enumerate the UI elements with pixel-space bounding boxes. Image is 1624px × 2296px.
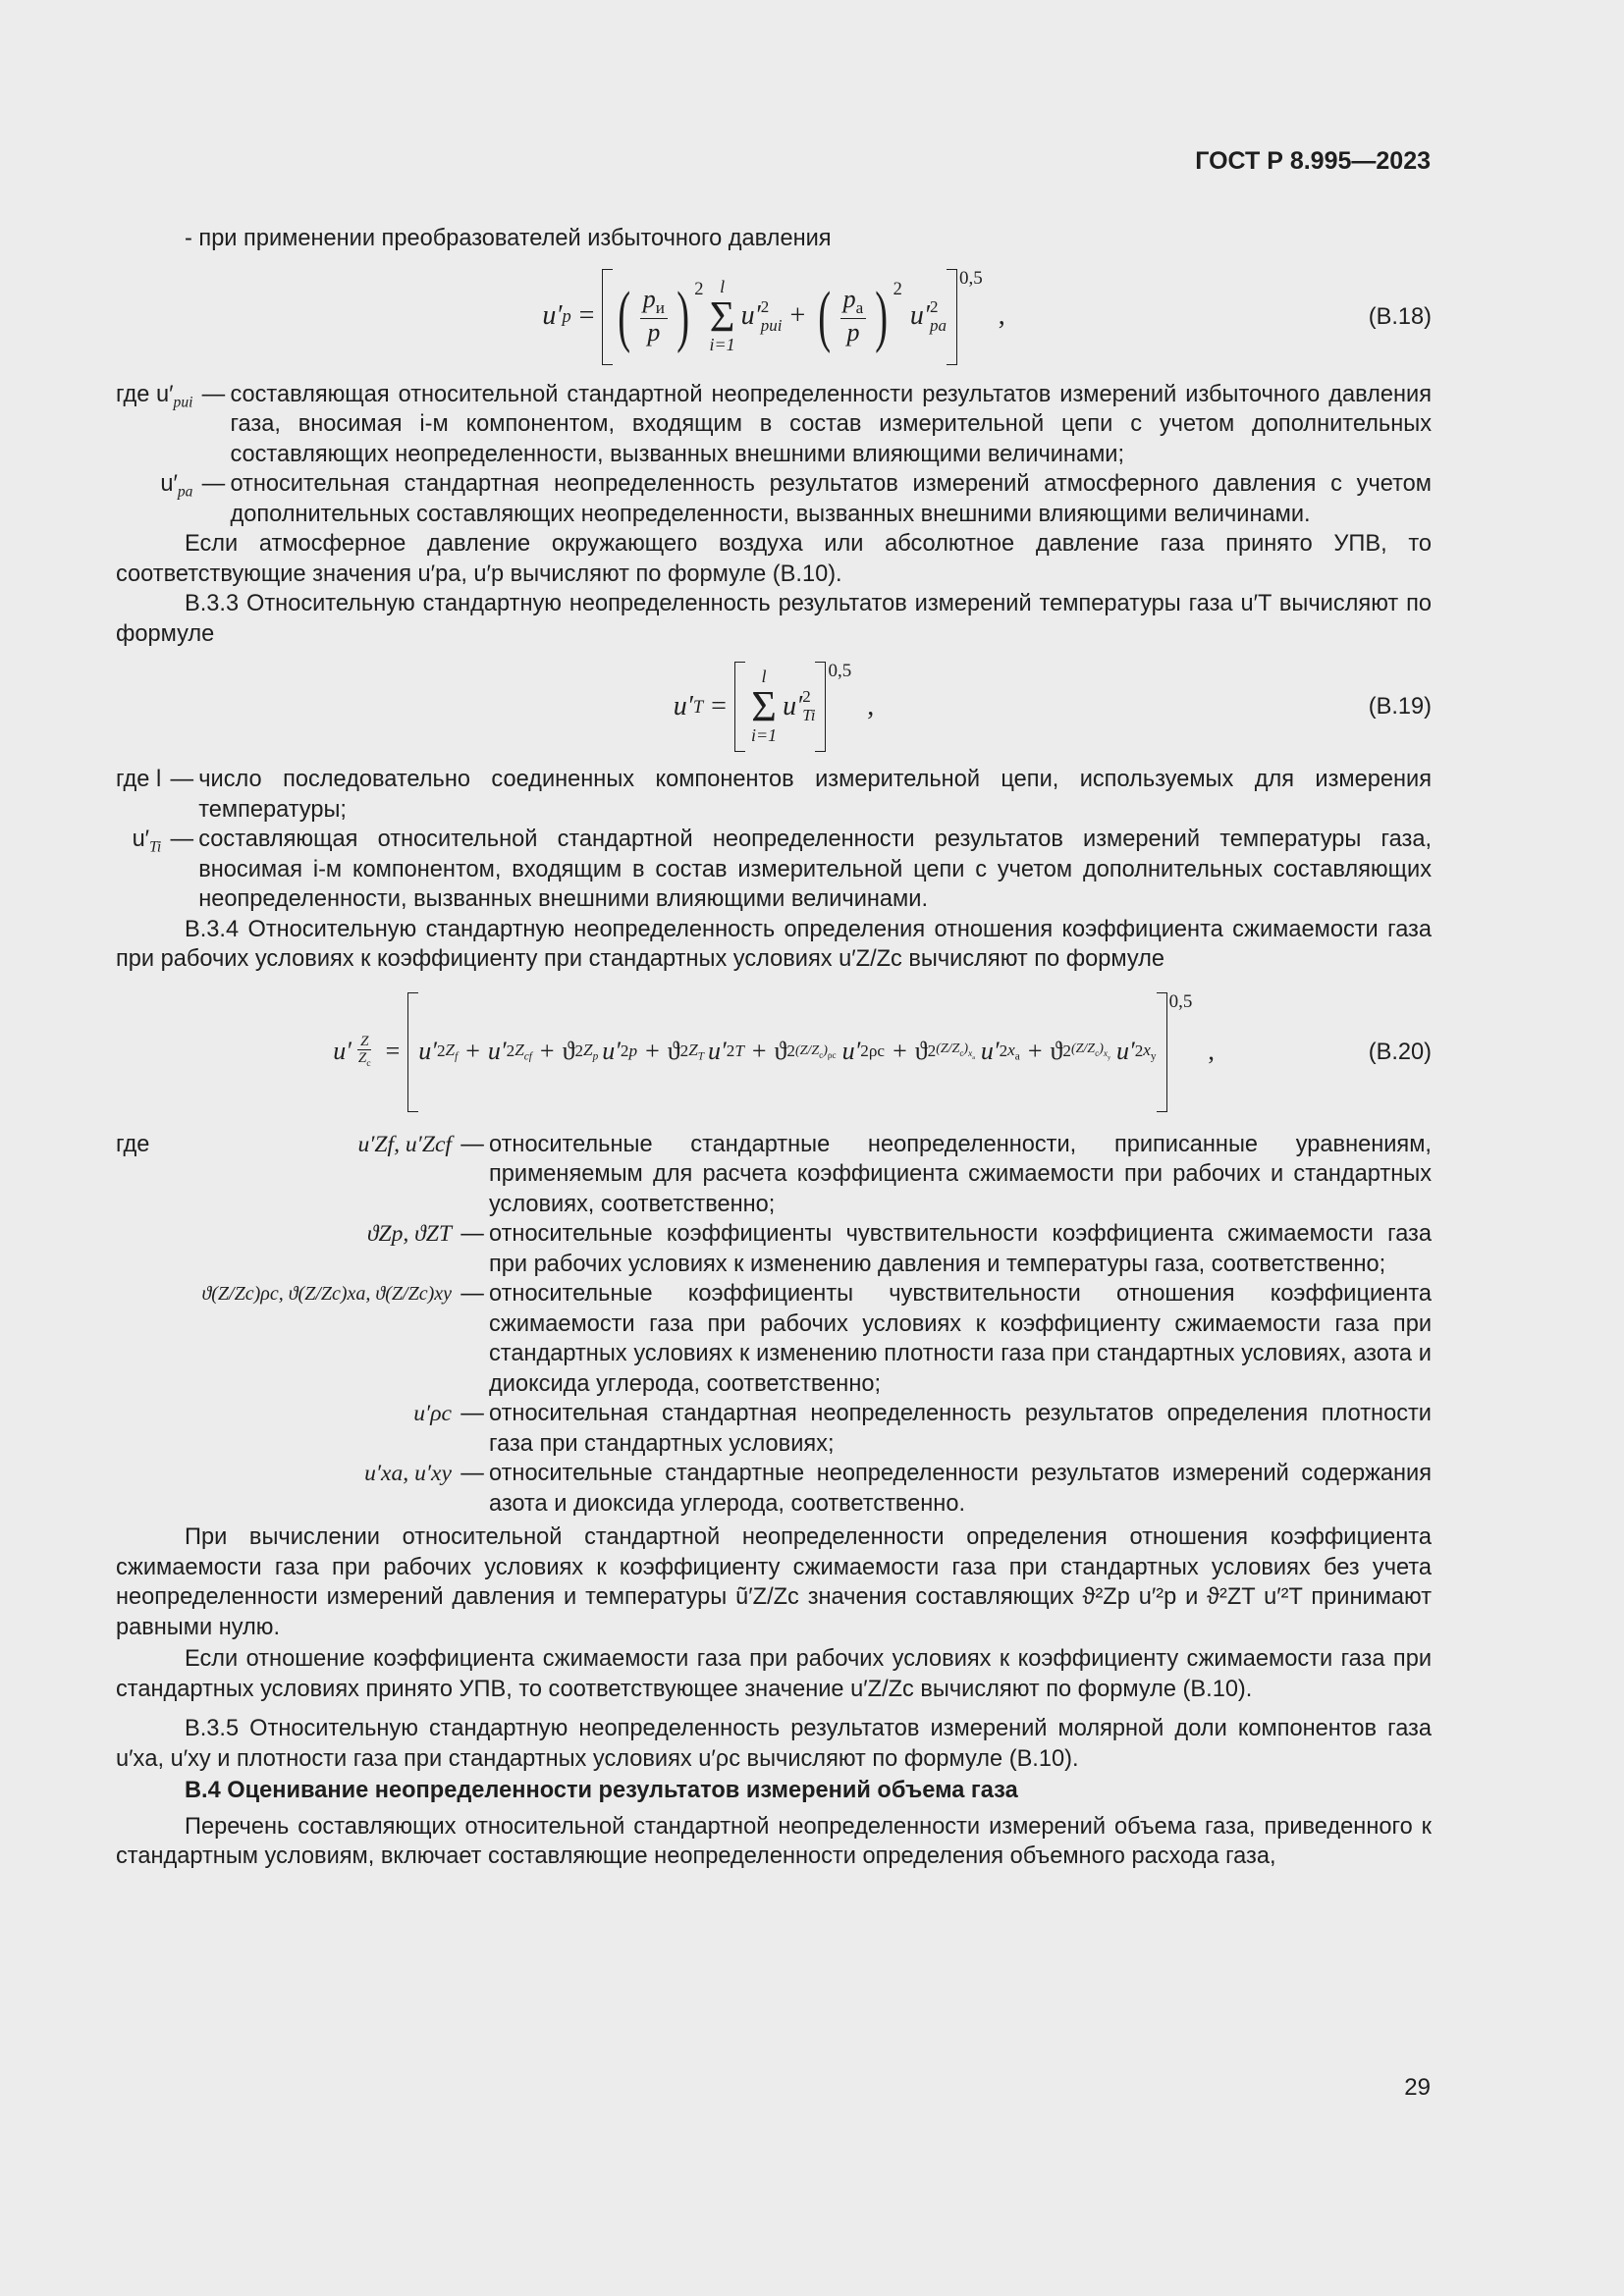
page-content	[116, 224, 1432, 1872]
paragraph-intro: - при применении преобразователей избыточного давления	[185, 226, 832, 251]
def-text: относительные стандартные неопределенности результатов измерений содержания азота и диоксида углерода, соответственно.	[489, 1461, 1432, 1517]
formula-b18	[116, 258, 1432, 376]
formula-b18-body: u′ p = ( $\frac{p_и}{p}$ ) $^2$ l Σ i=1 u′ 2 pиi + ( $\frac{p_а}{p}$ ) $^2$ u′ 2 pа 0,5 ,	[542, 269, 1004, 365]
definitions-b20: где u′Zf, u′Zcf — относительные стандартные неопределенности, приписанные уравнениям, применяемым для расчета коэффициента сжимаемости при рабочих и стандартных условиях, соответственно; ϑZp, ϑZT — относительные коэффициенты чувствительности коэффициента сжимаемости газа при рабочих условиях к изменению давления и температуры газа, соответственно; ϑ(Z/Zc)ρc, ϑ(Z/Zc)xa, ϑ(Z/Zc)xy — относительные коэффициенты чувствительности отношения коэффициента сжимаемости газа при рабочих условиях к коэффициенту сжимаемости газа при стандартных условиях к изменению плотности газа при стандартных условиях, азота и диоксида углерода, соответственно; u′ρc — относительная стандартная неопределенность результатов определения плотности газа при стандартных условиях; u′xa, u′xy — относительные стандартные неопределенности результатов измерений содержания азота и диоксида углерода, соответственно.	[116, 1130, 1432, 1520]
def-text: относительные коэффициенты чувствительности отношения коэффициента сжимаемости газа при рабочих условиях к коэффициенту сжимаемости газа при стандартных условиях к изменению плотности газа при стандартных условиях, азота и диоксида углерода, соответственно;	[489, 1281, 1432, 1397]
def-term: u′ρc	[413, 1401, 452, 1426]
section-heading-b4: В.4 Оценивание неопределенности результатов измерений объема газа	[185, 1778, 1018, 1803]
formula-b20-number: (В.20)	[1368, 1039, 1432, 1065]
def-text: составляющая относительной стандартной неопределенности результатов измерений температуры газа, вносимая i-м компонентом, входящим в состав измерительной цепи с учетом дополнительных составляющих неопределенности, вызванных внешними влияющими величинами.	[198, 827, 1432, 912]
def-text: относительные стандартные неопределенности, приписанные уравнениям, применяемым для расчета коэффициента сжимаемости при рабочих и стандартных условиях, соответственно;	[489, 1131, 1432, 1217]
def-term: u′Zf, u′Zcf	[357, 1131, 452, 1157]
paragraph-upv: Если отношение коэффициента сжимаемости газа при рабочих условиях к коэффициенту сжимаемости газа при стандартных условиях принято УПВ, то соответствующее значение u′Z/Zc вычисляют по формуле (В.10).	[116, 1646, 1432, 1702]
def-text: относительные коэффициенты чувствительности коэффициента сжимаемости газа при рабочих условиях к изменению давления и температуры газа, соответственно;	[489, 1221, 1432, 1277]
def-term: u′xa, u′xy	[364, 1461, 452, 1486]
paragraph-b33: В.3.3 Относительную стандартную неопределенность результатов измерений температуры газа u′T вычисляют по формуле	[116, 591, 1432, 647]
paragraph-b4: Перечень составляющих относительной стандартной неопределенности измерений объема газа, приведенного к стандартным условиям, включает составляющие неопределенности определения объемного расхода газа,	[116, 1813, 1432, 1869]
def-term: ϑZp, ϑZT	[366, 1221, 452, 1247]
def-text: относительная стандартная неопределенность результатов измерений атмосферного давления с учетом дополнительных составляющих неопределенности, вызванных внешними влияющими величинами.	[230, 471, 1432, 527]
page-number: 29	[1404, 2074, 1431, 2101]
standard-header: ГОСТ Р 8.995—2023	[1195, 147, 1431, 175]
definitions-b18: где $u'_{pиi}$ — составляющая относительной стандартной неопределенности результатов измерений избыточного давления газа, вносимая i-м компонентом, входящим в состав измерительной цепи с учетом дополнительных составляющих неопределенности, вызванных внешними влияющими величинами; $u'_{pа}$ — относительная стандартная неопределенность результатов измерений атмосферного давления с учетом дополнительных составляющих неопределенности, вызванных внешними влияющими величинами.	[116, 380, 1432, 530]
paragraph-atmospheric: Если атмосферное давление окружающего воздуха или абсолютное давление газа принято УПВ, то соответствующие значения u′pа, u′p вычисляют по формуле (В.10).	[116, 531, 1432, 587]
definitions-b19: где l — число последовательно соединенных компонентов измерительной цепи, используемых для измерения температуры; $u'_{Ti}$ — составляющая относительной стандартной неопределенности результатов измерений температуры газа, вносимая i-м компонентом, входящим в состав измерительной цепи с учетом дополнительных составляющих неопределенности, вызванных внешними влияющими величинами.	[116, 765, 1432, 915]
formula-b19-number: (В.19)	[1368, 693, 1432, 720]
formula-b19-body: u′ T = l Σ i=1 u′ 2 Ti 0,5 ,	[674, 662, 874, 752]
formula-b19	[116, 653, 1432, 761]
formula-b20	[116, 979, 1432, 1126]
paragraph-b34: В.3.4 Относительную стандартную неопределенность определения отношения коэффициента сжимаемости газа при рабочих условиях к коэффициенту при стандартных условиях u′Z/Zc вычисляют по формуле	[116, 916, 1432, 972]
formula-b20-body: u′ $\frac{Z}{Z_c}$ = u′ 2 $Z_f$ + u′ 2 $Z_{cf}$ + ϑ 2 $Z_p$ u′ 2 p + ϑ 2 $Z_T$ u′ 2 T + ϑ 2 $(Z/Z_c)_{\rho c}$ u′ 2 ρc + ϑ 2 $(Z/Z_c)_{x_a}$ u′ 2 $x_a$ + ϑ 2 $(Z/Z_c)_{x_y}$ u′ 2 $x_y$ 0,5 ,	[333, 992, 1215, 1112]
def-term: ϑ(Z/Zc)ρc, ϑ(Z/Zc)xa, ϑ(Z/Zc)xy	[201, 1283, 452, 1305]
def-term: $u'_{Ti}$	[132, 827, 162, 856]
def-term: где l	[116, 767, 162, 792]
paragraph-b35: В.3.5 Относительную стандартную неопределенность результатов измерений молярной доли компонентов газа u′xa, u′xy и плотности газа при стандартных условиях u′ρc вычисляют по формуле (В.10).	[116, 1716, 1432, 1772]
def-term: где $u'_{pиi}$	[116, 381, 193, 411]
where-label: где	[116, 1131, 150, 1157]
def-text: число последовательно соединенных компонентов измерительной цепи, используемых для измерения температуры;	[198, 767, 1432, 823]
paragraph-zeros: При вычислении относительной стандартной неопределенности определения отношения коэффициента сжимаемости газа при рабочих условиях к коэффициенту сжимаемости газа при стандартных условиях без учета неопределенности измерений давления и температуры ũ′Z/Zc значения составляющих ϑ²Zp u′²p и ϑ²ZT u′²T принимают равными нулю.	[116, 1524, 1432, 1640]
def-text: относительная стандартная неопределенность результатов определения плотности газа при стандартных условиях;	[489, 1401, 1432, 1457]
def-text: составляющая относительной стандартной неопределенности результатов измерений избыточного давления газа, вносимая i-м компонентом, входящим в состав измерительной цепи с учетом дополнительных составляющих неопределенности, вызванных внешними влияющими величинами;	[230, 381, 1432, 467]
formula-b18-number: (В.18)	[1368, 303, 1432, 330]
def-term: $u'_{pа}$	[160, 471, 193, 501]
